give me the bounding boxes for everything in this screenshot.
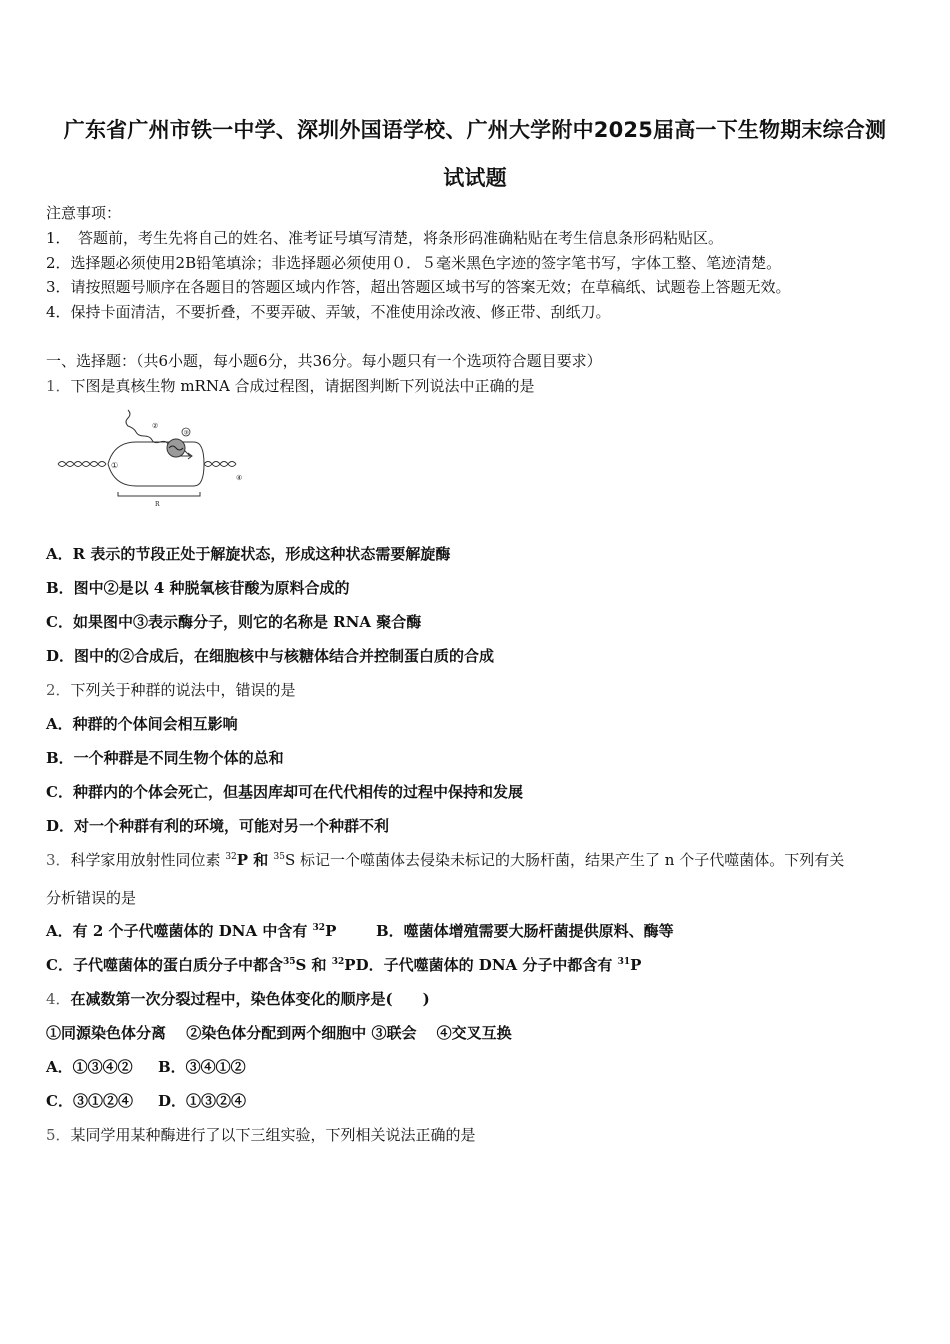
- superscript: 32: [312, 923, 326, 933]
- q1-option-d: D．图中的②合成后，在细胞核中与核糖体结合并控制蛋白质的合成: [46, 647, 495, 665]
- question-4: [46, 990, 430, 1008]
- q1-option-b: B．图中②是以 4 种脱氧核苷酸为原料合成的: [46, 579, 350, 597]
- superscript: 31: [617, 957, 631, 967]
- option-text: P: [325, 922, 337, 940]
- question-3: [46, 851, 844, 869]
- q1-option-c: C．如果图中③表示酶分子，则它的名称是 RNA 聚合酶: [46, 613, 422, 631]
- q3-option-c-d: [46, 956, 641, 974]
- question-number: 4．: [46, 990, 71, 1008]
- exam-title-line1: 广东省广州市铁一中学、深圳外国语学校、广州大学附中2025届高一下生物期末综合测: [63, 118, 887, 142]
- section-heading: 一、选择题：（共6小题，每小题6分，共36分。每小题只有一个选项符合题目要求）: [46, 352, 602, 370]
- notice-item-3: 3．请按照题号顺序在各题目的答题区域内作答，超出答题区域书写的答案无效；在草稿纸、试题卷上答题无效。: [46, 278, 791, 296]
- q2-option-b: B．一个种群是不同生物个体的总和: [46, 749, 284, 767]
- figure-label-2: ②: [152, 422, 159, 430]
- option-text: P: [630, 956, 642, 974]
- question-text: 某同学用某种酶进行了以下三组实验，下列相关说法正确的是: [70, 1126, 476, 1144]
- option-text: P: [344, 956, 356, 974]
- q4-option-c: C．③①②④: [46, 1092, 133, 1110]
- notice-item-1: 1． 答题前，考生先将自己的姓名、准考证号填写清楚，将条形码准确粘贴在考生信息条形码粘贴区。: [46, 229, 724, 247]
- question-3-continued: 分析错误的是: [46, 889, 137, 907]
- figure-label-4: ④: [236, 474, 243, 482]
- option-text: D．子代噬菌体的 DNA 分子中都含有: [355, 956, 618, 974]
- option-text: S 和: [295, 956, 332, 974]
- option-text: C．子代噬菌体的蛋白质分子中都含: [46, 956, 283, 974]
- question-1: [46, 377, 535, 395]
- q4-option-a: A．①③④②: [46, 1058, 133, 1076]
- question-text: P 和: [236, 851, 274, 869]
- figure-label-r: R: [155, 501, 160, 508]
- q2-option-d: D．对一个种群有利的环境，可能对另一个种群不利: [46, 817, 390, 835]
- q1-option-a: A．R 表示的节段正处于解旋状态，形成这种状态需要解旋酶: [46, 545, 451, 563]
- q4-option-b: B．③④①②: [158, 1058, 246, 1076]
- q2-option-a: A．种群的个体间会相互影响: [46, 715, 238, 733]
- question-text: 在减数第一次分裂过程中，染色体变化的顺序是( ): [70, 990, 430, 1008]
- question-text: 下图是真核生物 mRNA 合成过程图，请据图判断下列说法中正确的是: [70, 377, 535, 395]
- question-text: S 标记一个噬菌体去侵染未标记的大肠杆菌，结果产生了 n 个子代噬菌体。下列有关: [284, 851, 845, 869]
- q4-steps: ①同源染色体分离 ②染色体分配到两个细胞中 ③联会 ④交叉互换: [46, 1024, 512, 1042]
- notice-heading: 注意事项：: [46, 204, 122, 222]
- superscript: 35: [282, 957, 296, 967]
- figure-label-1: ①: [111, 461, 119, 470]
- question-number: 5．: [46, 1126, 71, 1144]
- question-number: 1．: [46, 377, 71, 395]
- q3-option-b: B．噬菌体增殖需要大肠杆菌提供原料、酶等: [376, 922, 674, 940]
- notice-item-4: 4．保持卡面清洁，不要折叠，不要弄破、弄皱，不准使用涂改液、修正带、刮纸刀。: [46, 303, 611, 321]
- question-number: 3．: [46, 851, 71, 869]
- option-text: A．有 2 个子代噬菌体的 DNA 中含有: [46, 922, 313, 940]
- q4-option-d: D．①③②④: [158, 1092, 247, 1110]
- superscript: 35: [273, 852, 285, 862]
- notice-item-2: 2．选择题必须使用2B铅笔填涂；非选择题必须使用０．５毫米黑色字迹的签字笔书写，字体工整、笔迹清楚。: [46, 254, 782, 272]
- question-text: 下列关于种群的说法中，错误的是: [70, 681, 296, 699]
- q3-option-a: [46, 922, 336, 940]
- mrna-transcription-figure: [56, 408, 256, 518]
- superscript: 32: [331, 957, 345, 967]
- superscript: 32: [225, 852, 237, 862]
- question-5: [46, 1126, 476, 1144]
- question-number: 2．: [46, 681, 71, 699]
- exam-title-line2: 试试题: [443, 166, 507, 190]
- figure-label-3: ③: [183, 429, 189, 437]
- question-text: 科学家用放射性同位素: [70, 851, 226, 869]
- question-2: [46, 681, 296, 699]
- q2-option-c: C．种群内的个体会死亡，但基因库却可在代代相传的过程中保持和发展: [46, 783, 523, 801]
